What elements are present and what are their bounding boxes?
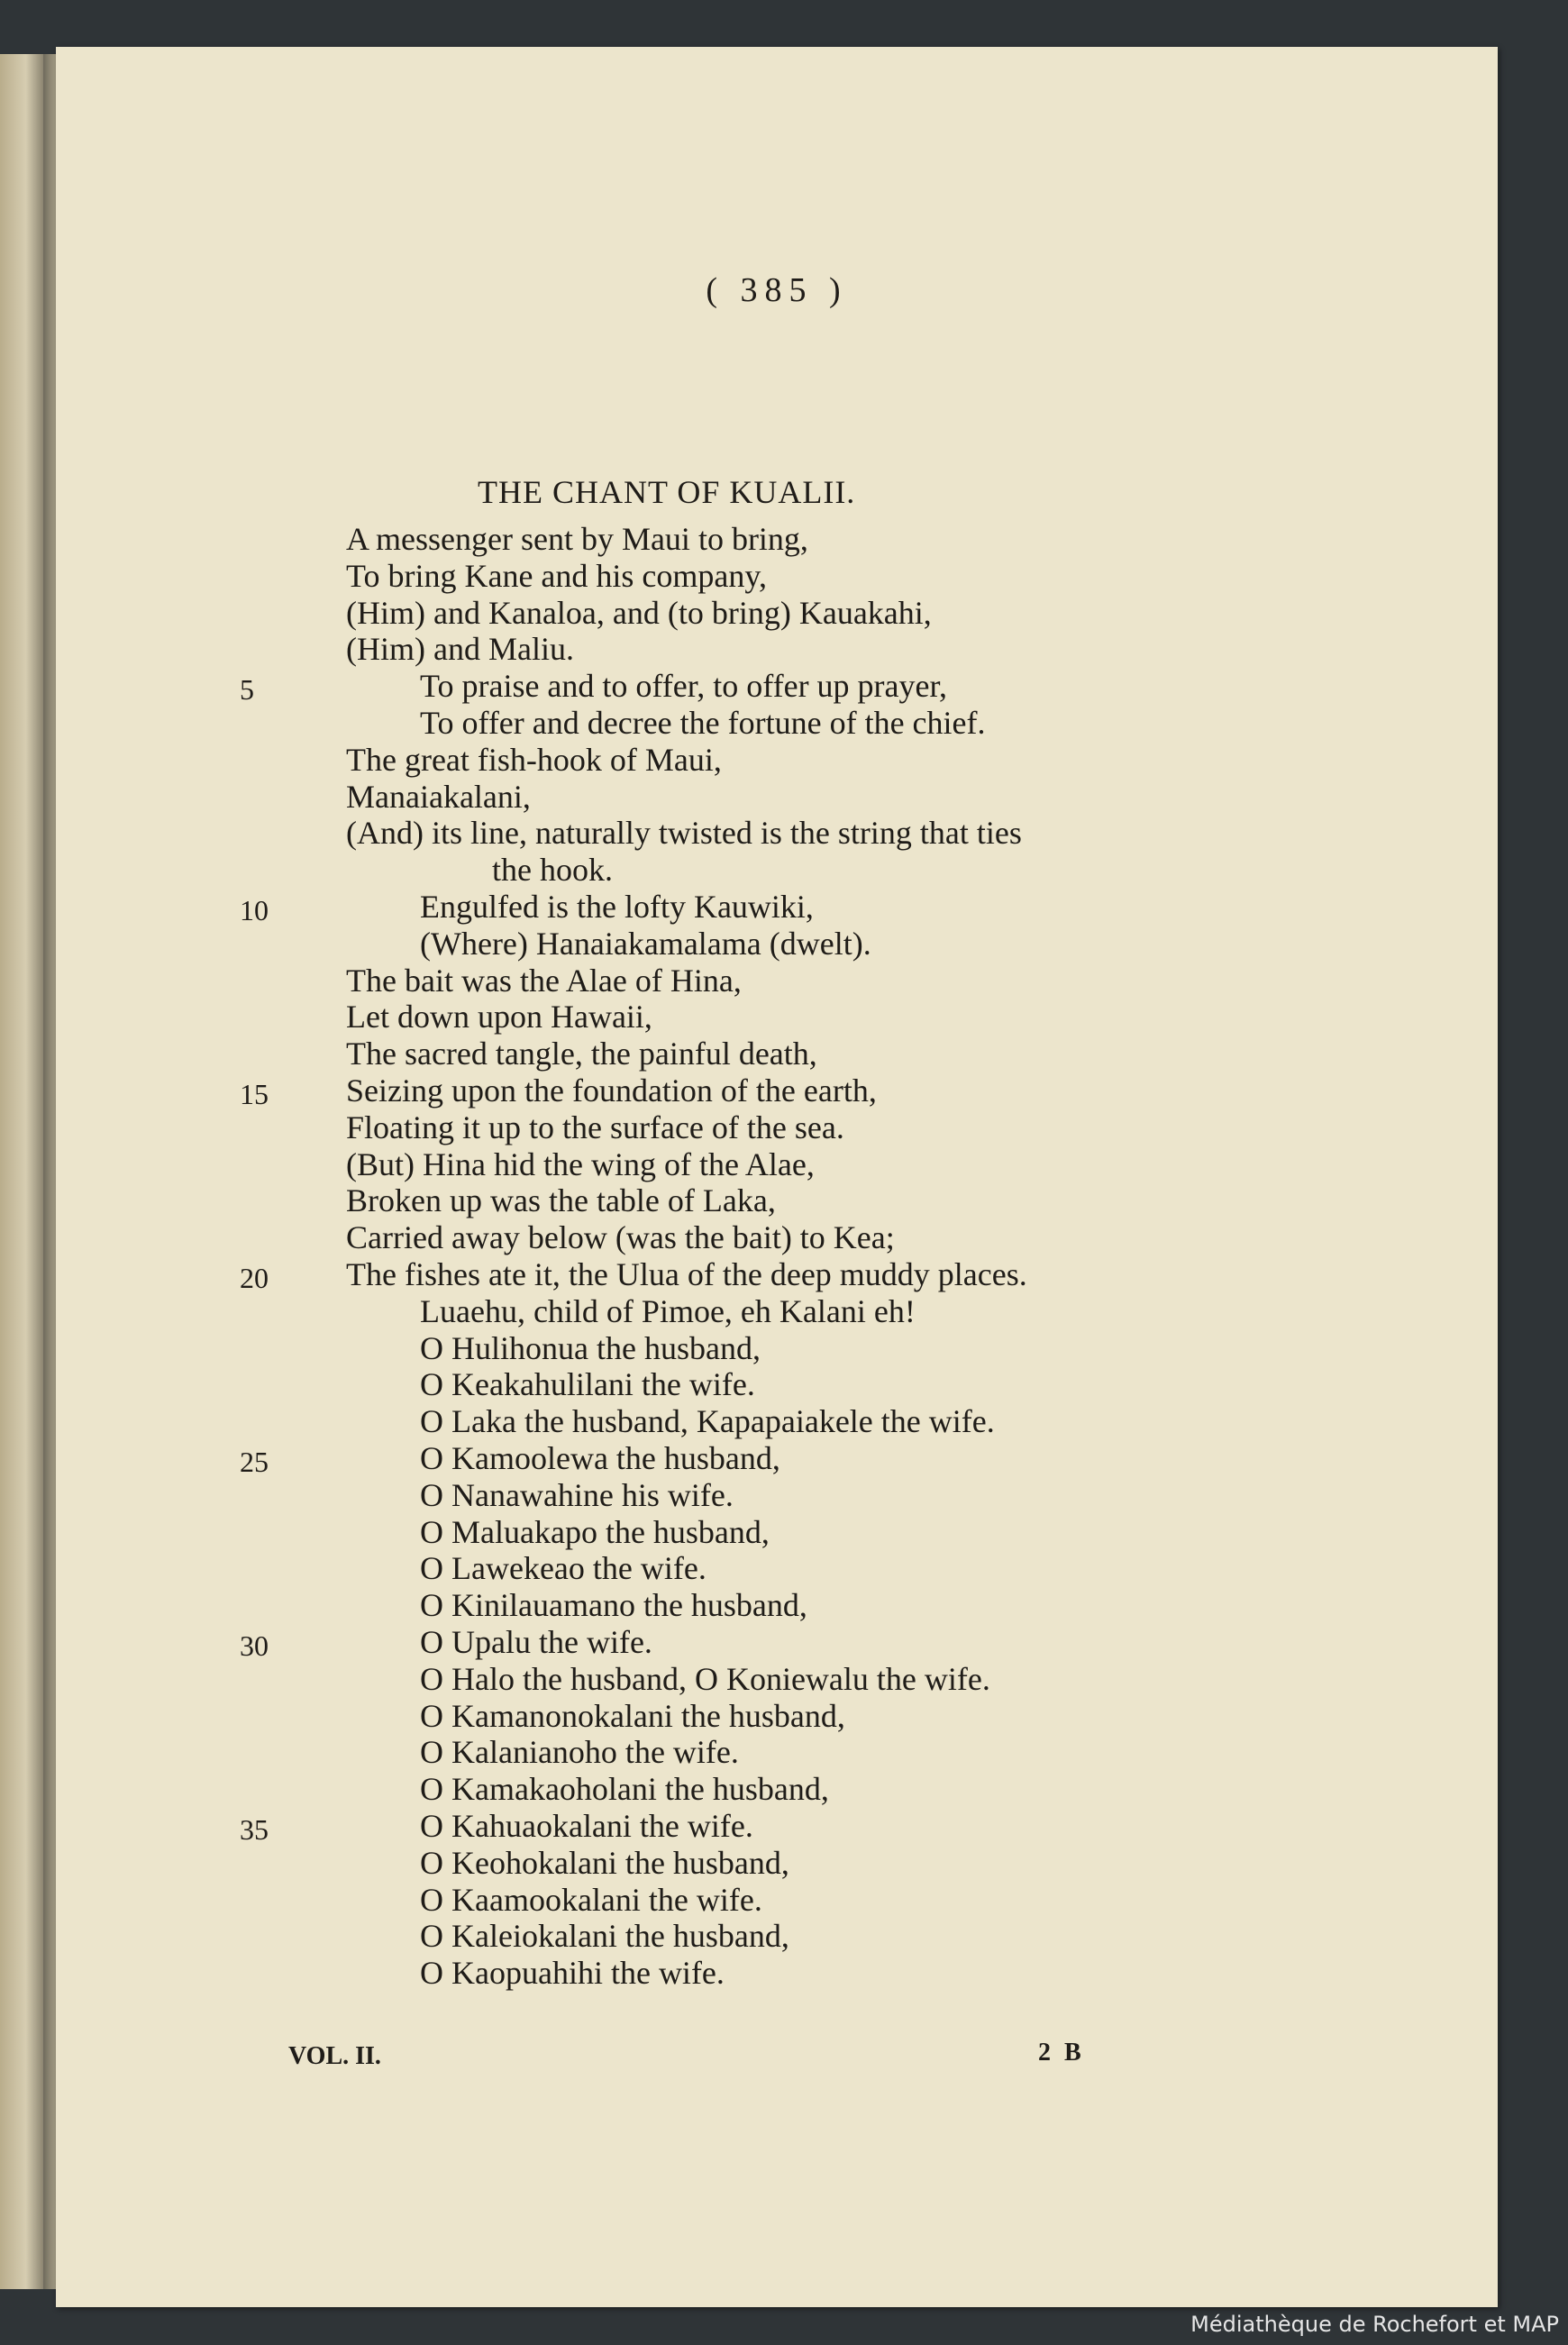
verse-line: (Him) and Maliu.	[346, 631, 574, 667]
verse-line: O Halo the husband, O Koniewalu the wife.	[420, 1661, 990, 1697]
verse-line: O Keakahulilani the wife.	[420, 1366, 755, 1402]
verse-line: Engulfed is the lofty Kauwiki,	[420, 889, 814, 925]
verse-line: To offer and decree the fortune of the chief.	[420, 705, 986, 741]
line-number: 10	[240, 894, 269, 926]
verse-line: O Kaamookalani the wife.	[420, 1882, 762, 1918]
verse-line: Broken up was the table of Laka,	[346, 1182, 776, 1218]
verse-line: O Nanawahine his wife.	[420, 1477, 734, 1513]
verse-line: O Kaleiokalani the husband,	[420, 1918, 789, 1954]
verse-line: To bring Kane and his company,	[346, 558, 768, 594]
verse-line: (Where) Hanaiakamalama (dwelt).	[420, 926, 871, 962]
image-credit: Médiathèque de Rochefort et MAP	[1190, 2312, 1559, 2337]
verse-line: The bait was the Alae of Hina,	[346, 963, 742, 999]
verse-line: O Keohokalani the husband,	[420, 1845, 789, 1881]
page-number: ( 385 )	[706, 271, 848, 309]
chant-text	[56, 47, 1498, 2120]
verse-line: O Kaopuahihi the wife.	[420, 1955, 725, 1991]
verse-line: O Upalu the wife.	[420, 1624, 652, 1660]
verse-line: The great fish-hook of Maui,	[346, 742, 722, 778]
verse-line: O Laka the husband, Kapapaiakele the wife.	[420, 1403, 995, 1439]
verse-line: The fishes ate it, the Ulua of the deep muddy places.	[346, 1256, 1027, 1292]
verse-line: (Him) and Kanaloa, and (to bring) Kauakahi,	[346, 595, 932, 631]
verse-line: (But) Hina hid the wing of the Alae,	[346, 1146, 815, 1182]
verse-line: (And) its line, naturally twisted is the string that ties	[346, 815, 1022, 851]
verse-line: The sacred tangle, the painful death,	[346, 1036, 817, 1072]
line-number: 25	[240, 1446, 269, 1478]
verse-line: Manaiakalani,	[346, 779, 531, 815]
verse-line: O Kamakaoholani the husband,	[420, 1771, 829, 1807]
verse-line: Let down upon Hawaii,	[346, 999, 652, 1035]
line-number: 5	[240, 673, 254, 706]
line-number: 15	[240, 1078, 269, 1110]
verse-line: O Kalanianoho the wife.	[420, 1734, 739, 1770]
volume-signature: VOL. II.	[288, 2042, 381, 2070]
verse-line: the hook.	[492, 852, 613, 888]
verse-line: Floating it up to the surface of the sea.	[346, 1109, 844, 1145]
chant-title: THE CHANT OF KUALII.	[478, 474, 856, 510]
adjacent-page-edge	[0, 54, 43, 2289]
verse-line: A messenger sent by Maui to bring,	[346, 521, 808, 557]
verse-line: O Maluakapo the husband,	[420, 1514, 770, 1550]
verse-line: Luaehu, child of Pimoe, eh Kalani eh!	[420, 1293, 916, 1329]
verse-line: O Kinilauamano the husband,	[420, 1587, 807, 1623]
verse-line: O Hulihonua the husband,	[420, 1330, 761, 1366]
line-number: 20	[240, 1262, 269, 1294]
gathering-signature: 2 B	[1038, 2039, 1085, 2067]
verse-line: O Kamanonokalani the husband,	[420, 1698, 845, 1734]
verse-line: O Kahuaokalani the wife.	[420, 1808, 753, 1844]
verse-line: To praise and to offer, to offer up prayer,	[420, 668, 948, 704]
line-number: 30	[240, 1629, 269, 1662]
verse-line: O Lawekeao the wife.	[420, 1550, 707, 1586]
verse-line: Seizing upon the foundation of the earth,	[346, 1072, 877, 1109]
line-number: 35	[240, 1813, 269, 1846]
book-page	[56, 47, 1498, 2307]
verse-line: Carried away below (was the bait) to Kea;	[346, 1219, 895, 1255]
verse-line: O Kamoolewa the husband,	[420, 1440, 780, 1476]
